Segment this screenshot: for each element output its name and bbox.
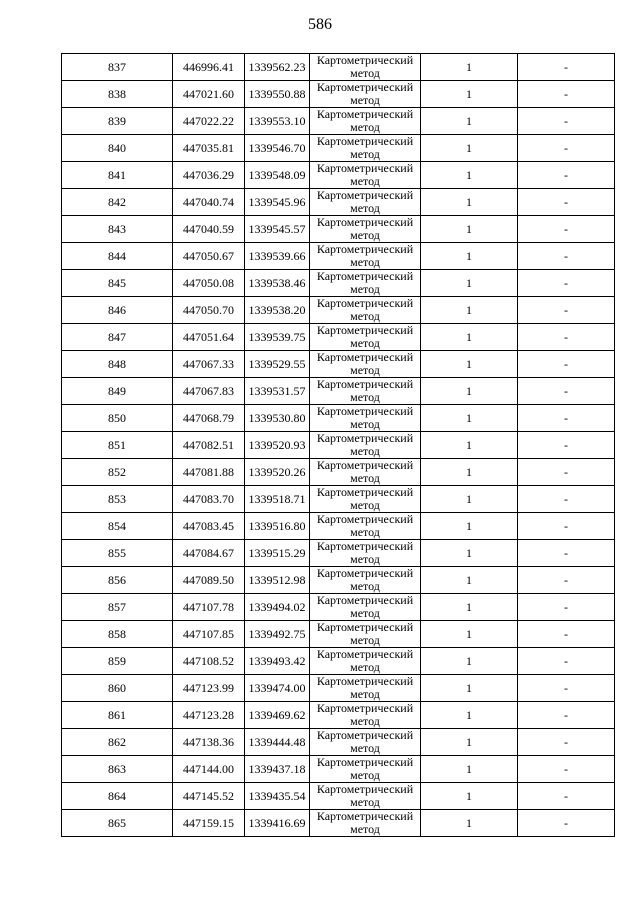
x-coordinate-cell: 447084.67 — [173, 540, 245, 567]
note-cell: - — [518, 243, 615, 270]
point-number-cell: 850 — [62, 405, 173, 432]
y-coordinate-cell: 1339538.20 — [245, 297, 310, 324]
table-row — [62, 324, 615, 351]
x-coordinate-cell: 447145.52 — [173, 783, 245, 810]
note-cell: - — [518, 540, 615, 567]
note-cell: - — [518, 297, 615, 324]
method-line-1: Картометрический — [316, 134, 414, 148]
table-row — [62, 162, 615, 189]
x-coordinate-cell: 447107.85 — [173, 621, 245, 648]
table-row — [62, 729, 615, 756]
x-coordinate-cell: 447144.00 — [173, 756, 245, 783]
y-coordinate-cell: 1339550.88 — [245, 81, 310, 108]
method-line-1: Картометрический — [316, 647, 414, 661]
method-line-2: метод — [350, 336, 380, 350]
table-row — [62, 189, 615, 216]
method-line-2: метод — [350, 525, 380, 539]
x-coordinate-cell: 447089.50 — [173, 567, 245, 594]
note-cell: - — [518, 432, 615, 459]
method-line-1: Картометрический — [316, 215, 414, 229]
method-line-2: метод — [350, 174, 380, 188]
accuracy-cell: 1 — [421, 810, 518, 837]
note-cell: - — [518, 54, 615, 81]
table-row — [62, 783, 615, 810]
point-number-cell: 858 — [62, 621, 173, 648]
y-coordinate-cell: 1339545.57 — [245, 216, 310, 243]
accuracy-cell: 1 — [421, 756, 518, 783]
method-line-1: Картометрический — [316, 539, 414, 553]
method-cell — [310, 702, 421, 729]
accuracy-cell: 1 — [421, 783, 518, 810]
y-coordinate-cell: 1339553.10 — [245, 108, 310, 135]
point-number-cell: 854 — [62, 513, 173, 540]
point-number-cell: 841 — [62, 162, 173, 189]
x-coordinate-cell: 447081.88 — [173, 459, 245, 486]
method-line-1: Картометрический — [316, 431, 414, 445]
x-coordinate-cell: 447107.78 — [173, 594, 245, 621]
point-number-cell: 837 — [62, 54, 173, 81]
method-cell — [310, 648, 421, 675]
x-coordinate-cell: 447050.67 — [173, 243, 245, 270]
table-row — [62, 108, 615, 135]
y-coordinate-cell: 1339546.70 — [245, 135, 310, 162]
method-cell — [310, 594, 421, 621]
y-coordinate-cell: 1339530.80 — [245, 405, 310, 432]
note-cell: - — [518, 513, 615, 540]
note-cell: - — [518, 729, 615, 756]
y-coordinate-cell: 1339548.09 — [245, 162, 310, 189]
y-coordinate-cell: 1339474.00 — [245, 675, 310, 702]
method-cell — [310, 783, 421, 810]
accuracy-cell: 1 — [421, 540, 518, 567]
table-row — [62, 540, 615, 567]
y-coordinate-cell: 1339492.75 — [245, 621, 310, 648]
method-cell — [310, 162, 421, 189]
accuracy-cell: 1 — [421, 459, 518, 486]
accuracy-cell: 1 — [421, 378, 518, 405]
note-cell: - — [518, 162, 615, 189]
table-row — [62, 216, 615, 243]
x-coordinate-cell: 447067.33 — [173, 351, 245, 378]
x-coordinate-cell: 447123.99 — [173, 675, 245, 702]
table-row — [62, 513, 615, 540]
method-cell — [310, 540, 421, 567]
accuracy-cell: 1 — [421, 54, 518, 81]
point-number-cell: 848 — [62, 351, 173, 378]
x-coordinate-cell: 446996.41 — [173, 54, 245, 81]
method-line-1: Картометрический — [316, 296, 414, 310]
accuracy-cell: 1 — [421, 108, 518, 135]
method-line-1: Картометрический — [316, 674, 414, 688]
table-row — [62, 270, 615, 297]
method-line-2: метод — [350, 363, 380, 377]
method-line-1: Картометрический — [316, 323, 414, 337]
method-line-2: метод — [350, 660, 380, 674]
y-coordinate-cell: 1339562.23 — [245, 54, 310, 81]
point-number-cell: 838 — [62, 81, 173, 108]
accuracy-cell: 1 — [421, 675, 518, 702]
method-line-1: Картометрический — [316, 161, 414, 175]
accuracy-cell: 1 — [421, 432, 518, 459]
table-row — [62, 432, 615, 459]
point-number-cell: 861 — [62, 702, 173, 729]
method-line-2: метод — [350, 579, 380, 593]
method-line-2: метод — [350, 687, 380, 701]
note-cell: - — [518, 594, 615, 621]
method-cell — [310, 513, 421, 540]
x-coordinate-cell: 447051.64 — [173, 324, 245, 351]
method-line-2: метод — [350, 633, 380, 647]
method-cell — [310, 351, 421, 378]
y-coordinate-cell: 1339520.26 — [245, 459, 310, 486]
y-coordinate-cell: 1339520.93 — [245, 432, 310, 459]
method-cell — [310, 378, 421, 405]
method-line-2: метод — [350, 768, 380, 782]
method-line-2: метод — [350, 147, 380, 161]
x-coordinate-cell: 447138.36 — [173, 729, 245, 756]
method-line-1: Картометрический — [316, 188, 414, 202]
method-cell — [310, 675, 421, 702]
point-number-cell: 844 — [62, 243, 173, 270]
method-line-2: метод — [350, 471, 380, 485]
note-cell: - — [518, 135, 615, 162]
point-number-cell: 839 — [62, 108, 173, 135]
method-cell — [310, 567, 421, 594]
table-row — [62, 378, 615, 405]
accuracy-cell: 1 — [421, 81, 518, 108]
accuracy-cell: 1 — [421, 405, 518, 432]
method-line-2: метод — [350, 390, 380, 404]
method-cell — [310, 621, 421, 648]
y-coordinate-cell: 1339538.46 — [245, 270, 310, 297]
method-line-1: Картометрический — [316, 269, 414, 283]
method-cell — [310, 135, 421, 162]
x-coordinate-cell: 447068.79 — [173, 405, 245, 432]
table-row — [62, 594, 615, 621]
point-number-cell: 856 — [62, 567, 173, 594]
table-row — [62, 243, 615, 270]
point-number-cell: 843 — [62, 216, 173, 243]
y-coordinate-cell: 1339444.48 — [245, 729, 310, 756]
point-number-cell: 847 — [62, 324, 173, 351]
table-row — [62, 135, 615, 162]
page-number: 586 — [308, 16, 332, 33]
method-line-1: Картометрический — [316, 701, 414, 715]
accuracy-cell: 1 — [421, 351, 518, 378]
note-cell: - — [518, 783, 615, 810]
x-coordinate-cell: 447108.52 — [173, 648, 245, 675]
method-line-1: Картометрический — [316, 620, 414, 634]
method-line-2: метод — [350, 714, 380, 728]
accuracy-cell: 1 — [421, 297, 518, 324]
coordinates-table-body — [62, 54, 615, 837]
x-coordinate-cell: 447067.83 — [173, 378, 245, 405]
note-cell: - — [518, 324, 615, 351]
accuracy-cell: 1 — [421, 567, 518, 594]
method-line-1: Картометрический — [316, 53, 414, 67]
y-coordinate-cell: 1339516.80 — [245, 513, 310, 540]
method-cell — [310, 108, 421, 135]
accuracy-cell: 1 — [421, 324, 518, 351]
method-line-1: Картометрический — [316, 458, 414, 472]
y-coordinate-cell: 1339518.71 — [245, 486, 310, 513]
method-line-1: Картометрический — [316, 809, 414, 823]
method-line-1: Картометрический — [316, 377, 414, 391]
y-coordinate-cell: 1339529.55 — [245, 351, 310, 378]
accuracy-cell: 1 — [421, 621, 518, 648]
point-number-cell: 842 — [62, 189, 173, 216]
point-number-cell: 863 — [62, 756, 173, 783]
note-cell: - — [518, 459, 615, 486]
accuracy-cell: 1 — [421, 486, 518, 513]
table-row — [62, 567, 615, 594]
note-cell: - — [518, 702, 615, 729]
x-coordinate-cell: 447083.45 — [173, 513, 245, 540]
note-cell: - — [518, 567, 615, 594]
method-line-2: метод — [350, 498, 380, 512]
note-cell: - — [518, 486, 615, 513]
method-cell — [310, 54, 421, 81]
method-cell — [310, 297, 421, 324]
method-line-2: метод — [350, 201, 380, 215]
y-coordinate-cell: 1339494.02 — [245, 594, 310, 621]
accuracy-cell: 1 — [421, 729, 518, 756]
note-cell: - — [518, 648, 615, 675]
method-cell — [310, 189, 421, 216]
point-number-cell: 846 — [62, 297, 173, 324]
point-number-cell: 857 — [62, 594, 173, 621]
method-line-1: Картометрический — [316, 782, 414, 796]
table-row — [62, 459, 615, 486]
accuracy-cell: 1 — [421, 648, 518, 675]
method-line-1: Картометрический — [316, 80, 414, 94]
method-line-2: метод — [350, 309, 380, 323]
note-cell: - — [518, 270, 615, 297]
x-coordinate-cell: 447083.70 — [173, 486, 245, 513]
method-line-2: метод — [350, 93, 380, 107]
note-cell: - — [518, 675, 615, 702]
method-line-2: метод — [350, 417, 380, 431]
y-coordinate-cell: 1339545.96 — [245, 189, 310, 216]
x-coordinate-cell: 447159.15 — [173, 810, 245, 837]
point-number-cell: 853 — [62, 486, 173, 513]
point-number-cell: 859 — [62, 648, 173, 675]
table-row — [62, 810, 615, 837]
table-row — [62, 621, 615, 648]
y-coordinate-cell: 1339515.29 — [245, 540, 310, 567]
method-line-2: метод — [350, 444, 380, 458]
point-number-cell: 860 — [62, 675, 173, 702]
method-cell — [310, 459, 421, 486]
method-line-1: Картометрический — [316, 755, 414, 769]
method-line-1: Картометрический — [316, 485, 414, 499]
table-row — [62, 702, 615, 729]
x-coordinate-cell: 447035.81 — [173, 135, 245, 162]
accuracy-cell: 1 — [421, 513, 518, 540]
method-cell — [310, 756, 421, 783]
table-row — [62, 486, 615, 513]
coordinates-table — [61, 53, 615, 837]
method-cell — [310, 486, 421, 513]
accuracy-cell: 1 — [421, 270, 518, 297]
table-row — [62, 756, 615, 783]
y-coordinate-cell: 1339539.66 — [245, 243, 310, 270]
method-cell — [310, 324, 421, 351]
point-number-cell: 851 — [62, 432, 173, 459]
table-row — [62, 405, 615, 432]
method-line-1: Картометрический — [316, 404, 414, 418]
point-number-cell: 840 — [62, 135, 173, 162]
table-row — [62, 675, 615, 702]
x-coordinate-cell: 447050.70 — [173, 297, 245, 324]
note-cell: - — [518, 621, 615, 648]
note-cell: - — [518, 810, 615, 837]
accuracy-cell: 1 — [421, 243, 518, 270]
note-cell: - — [518, 351, 615, 378]
table-row — [62, 297, 615, 324]
method-line-2: метод — [350, 795, 380, 809]
point-number-cell: 849 — [62, 378, 173, 405]
method-line-2: метод — [350, 822, 380, 836]
note-cell: - — [518, 756, 615, 783]
x-coordinate-cell: 447123.28 — [173, 702, 245, 729]
note-cell: - — [518, 405, 615, 432]
accuracy-cell: 1 — [421, 216, 518, 243]
point-number-cell: 864 — [62, 783, 173, 810]
note-cell: - — [518, 216, 615, 243]
method-line-2: метод — [350, 606, 380, 620]
note-cell: - — [518, 81, 615, 108]
method-line-1: Картометрический — [316, 242, 414, 256]
method-cell — [310, 243, 421, 270]
method-line-1: Картометрический — [316, 728, 414, 742]
point-number-cell: 865 — [62, 810, 173, 837]
method-line-1: Картометрический — [316, 512, 414, 526]
point-number-cell: 845 — [62, 270, 173, 297]
y-coordinate-cell: 1339539.75 — [245, 324, 310, 351]
y-coordinate-cell: 1339435.54 — [245, 783, 310, 810]
method-cell — [310, 216, 421, 243]
x-coordinate-cell: 447036.29 — [173, 162, 245, 189]
method-cell — [310, 405, 421, 432]
method-line-1: Картометрический — [316, 107, 414, 121]
table-row — [62, 81, 615, 108]
table-row — [62, 54, 615, 81]
x-coordinate-cell: 447040.59 — [173, 216, 245, 243]
note-cell: - — [518, 378, 615, 405]
method-line-2: метод — [350, 741, 380, 755]
method-cell — [310, 270, 421, 297]
y-coordinate-cell: 1339469.62 — [245, 702, 310, 729]
method-cell — [310, 432, 421, 459]
method-line-2: метод — [350, 282, 380, 296]
x-coordinate-cell: 447082.51 — [173, 432, 245, 459]
y-coordinate-cell: 1339531.57 — [245, 378, 310, 405]
method-line-2: метод — [350, 120, 380, 134]
accuracy-cell: 1 — [421, 162, 518, 189]
table-row — [62, 351, 615, 378]
method-line-2: метод — [350, 255, 380, 269]
y-coordinate-cell: 1339493.42 — [245, 648, 310, 675]
method-line-2: метод — [350, 228, 380, 242]
method-line-1: Картометрический — [316, 593, 414, 607]
method-cell — [310, 729, 421, 756]
table-row — [62, 648, 615, 675]
y-coordinate-cell: 1339512.98 — [245, 567, 310, 594]
point-number-cell: 852 — [62, 459, 173, 486]
method-line-2: метод — [350, 552, 380, 566]
x-coordinate-cell: 447022.22 — [173, 108, 245, 135]
point-number-cell: 862 — [62, 729, 173, 756]
point-number-cell: 855 — [62, 540, 173, 567]
x-coordinate-cell: 447050.08 — [173, 270, 245, 297]
note-cell: - — [518, 189, 615, 216]
x-coordinate-cell: 447040.74 — [173, 189, 245, 216]
accuracy-cell: 1 — [421, 189, 518, 216]
method-cell — [310, 81, 421, 108]
accuracy-cell: 1 — [421, 135, 518, 162]
accuracy-cell: 1 — [421, 594, 518, 621]
note-cell: - — [518, 108, 615, 135]
method-line-1: Картометрический — [316, 350, 414, 364]
method-line-2: метод — [350, 66, 380, 80]
accuracy-cell: 1 — [421, 702, 518, 729]
method-line-1: Картометрический — [316, 566, 414, 580]
method-cell — [310, 810, 421, 837]
x-coordinate-cell: 447021.60 — [173, 81, 245, 108]
y-coordinate-cell: 1339437.18 — [245, 756, 310, 783]
y-coordinate-cell: 1339416.69 — [245, 810, 310, 837]
